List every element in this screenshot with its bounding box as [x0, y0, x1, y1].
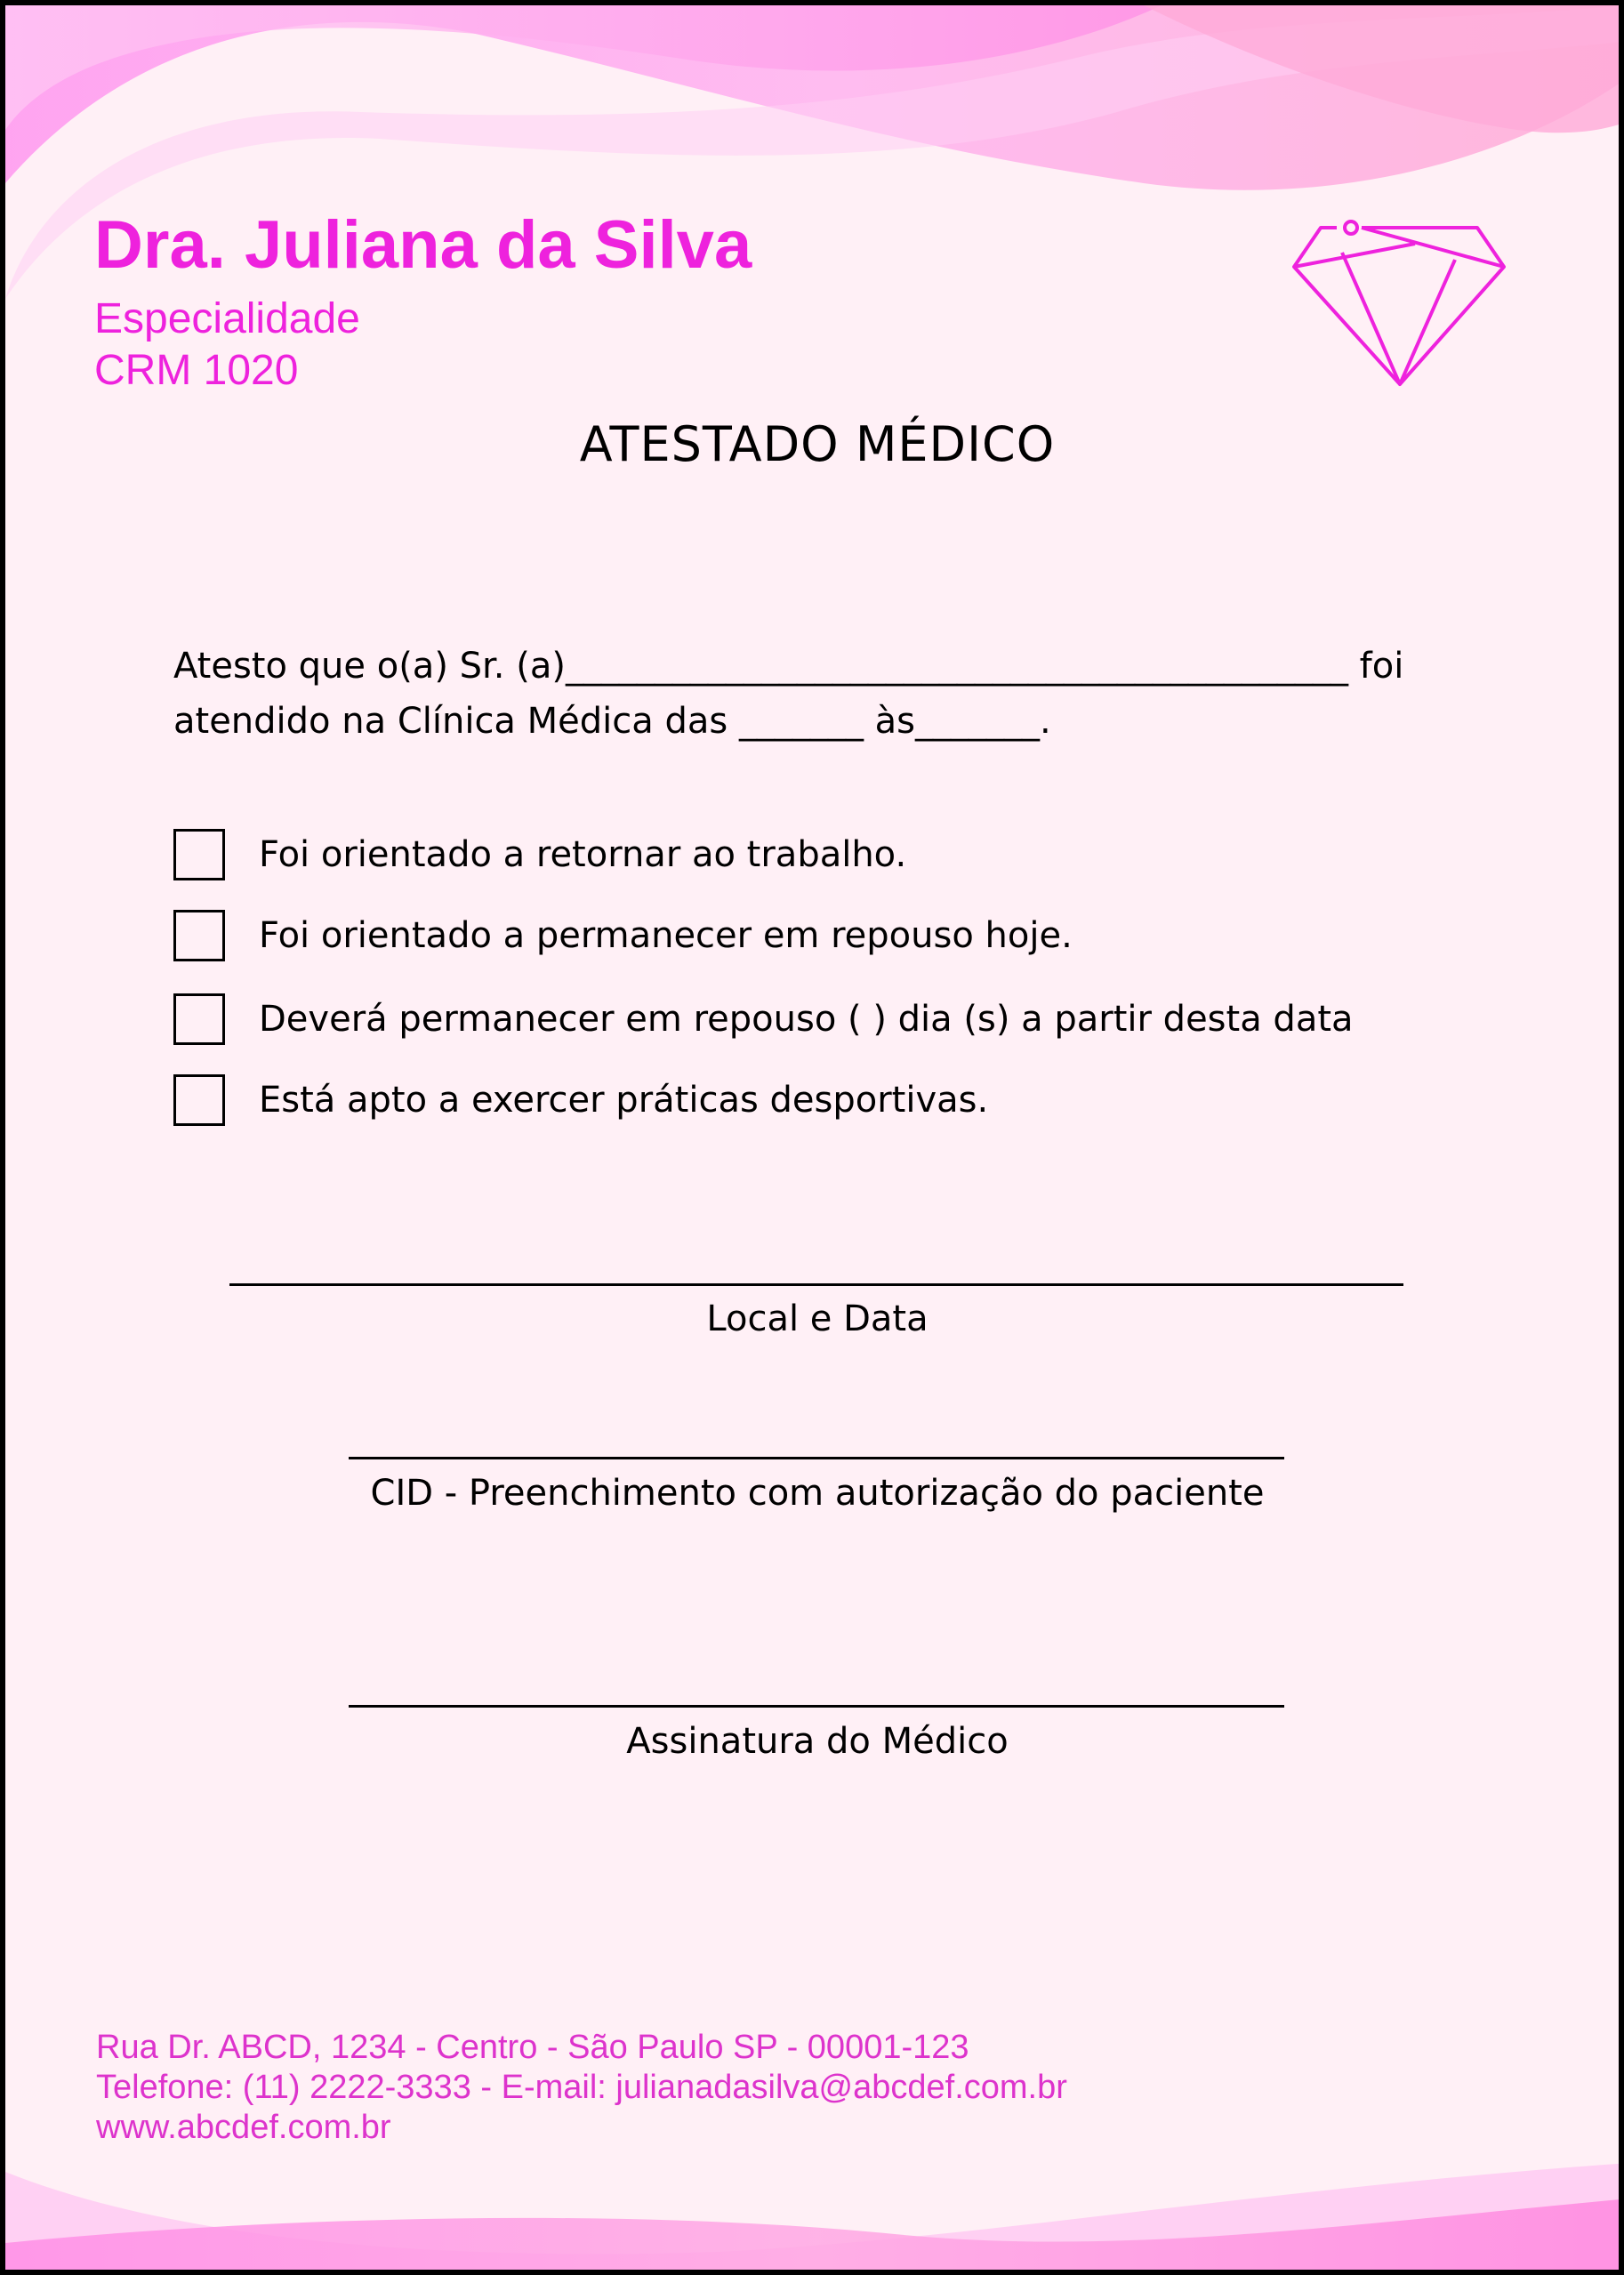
cid-line[interactable] — [349, 1457, 1284, 1459]
checkbox-rest-today[interactable] — [173, 910, 225, 961]
option-label: Foi orientado a permanecer em repouso hoje. — [259, 915, 1073, 956]
footer-address: Rua Dr. ABCD, 1234 - Centro - São Paulo SP - 00001-123 — [96, 2029, 969, 2066]
statement-line-1: Atesto que o(a) Sr. (a)____________________________________________ foi — [173, 646, 1404, 687]
local-date-label: Local e Data — [706, 1298, 929, 1339]
footer-website: www.abcdef.com.br — [96, 2109, 391, 2146]
option-rest-days — [173, 992, 1354, 1047]
doctor-name: Dra. Juliana da Silva — [94, 207, 752, 283]
option-return-to-work — [173, 827, 906, 882]
document-title: ATESTADO MÉDICO — [579, 416, 1056, 472]
checkbox-return-to-work[interactable] — [173, 829, 225, 880]
local-date-line[interactable] — [229, 1283, 1403, 1286]
bottom-wave-decoration — [5, 2136, 1624, 2270]
doctor-crm: CRM 1020 — [94, 347, 299, 394]
doctor-signature-label: Assinatura do Médico — [626, 1721, 1009, 1762]
option-rest-today — [173, 908, 1073, 963]
doctor-specialty: Especialidade — [94, 295, 360, 342]
footer-contact: Telefone: (11) 2222-3333 - E-mail: julianadasilva@abcdef.com.br — [96, 2069, 1067, 2106]
checkbox-sports-fit[interactable] — [173, 1074, 225, 1126]
checkbox-rest-days[interactable] — [173, 993, 225, 1045]
attestation-statement — [173, 639, 1472, 749]
option-label: Foi orientado a retornar ao trabalho. — [259, 834, 907, 875]
diamond-icon — [1290, 217, 1508, 390]
doctor-signature-line[interactable] — [349, 1705, 1284, 1708]
cid-label: CID - Preenchimento com autorização do paciente — [370, 1473, 1265, 1514]
option-label: Deverá permanecer em repouso ( ) dia (s) a partir desta data — [259, 999, 1354, 1040]
option-label: Está apto a exercer práticas desportivas. — [259, 1080, 989, 1121]
option-sports-fit — [173, 1073, 988, 1128]
statement-line-2: atendido na Clínica Médica das _______ às_______. — [173, 701, 1051, 742]
